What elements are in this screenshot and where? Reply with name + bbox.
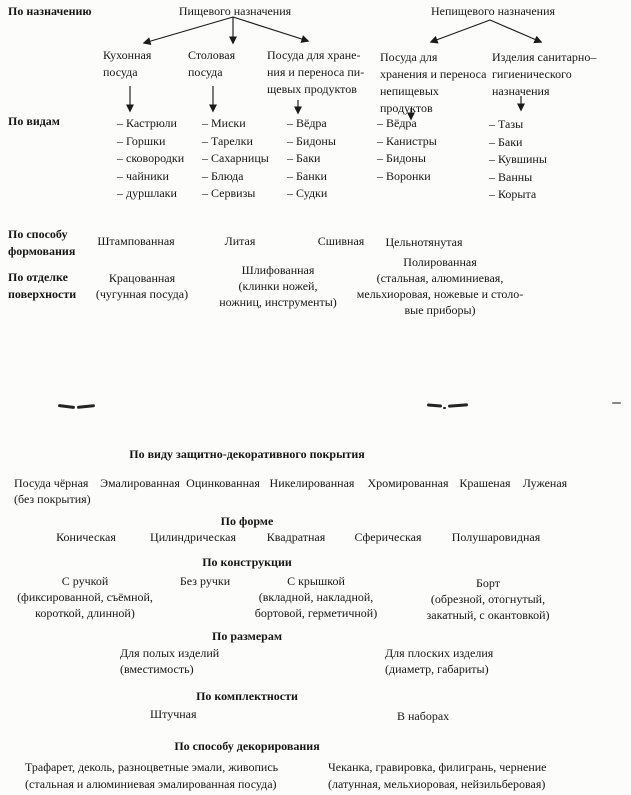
shape-item: Сферическая bbox=[354, 530, 422, 544]
branch-food-heading: Пищевого назначения bbox=[178, 4, 292, 18]
list-item: – Горшки bbox=[117, 133, 166, 148]
forming-item: Литая bbox=[224, 234, 256, 248]
list-item: – Канистры bbox=[377, 133, 437, 148]
list-item: – Тарелки bbox=[202, 133, 253, 148]
list-item: – Вёдра bbox=[377, 116, 417, 130]
construction-item-no-handle: Без ручки bbox=[179, 574, 231, 588]
column-header-nonfood-storage: Посуда для хранения и переноса непищевых продуктов bbox=[380, 50, 487, 115]
construction-item-handle: С ручкой (фиксированной, съёмной, короткой, длинной) bbox=[17, 574, 153, 620]
list-item: – дуршлаки bbox=[117, 186, 177, 200]
list-item: – Баки bbox=[287, 151, 321, 165]
column-header-sanitary: Изделия санитарно– гигиенического назначения bbox=[492, 50, 597, 98]
page-break-mark bbox=[443, 407, 446, 409]
list-table bbox=[202, 115, 269, 203]
finish-item-shlifovannaya: Шлифованная (клинки ножей, ножниц, инструменты) bbox=[219, 263, 337, 309]
list-item: – Ванны bbox=[489, 169, 533, 184]
list-food-storage bbox=[287, 115, 336, 203]
coating-item: Никелированная bbox=[269, 476, 355, 490]
coating-item: Эмалированная bbox=[100, 476, 180, 490]
sizes-item-hollow: Для полых изделий (вместимость) bbox=[120, 646, 220, 676]
sizes-item-flat: Для плоских изделия (диаметр, габариты) bbox=[385, 646, 494, 676]
column-header-table: Столовая посуда bbox=[188, 48, 236, 79]
completeness-item-sets: В наборах bbox=[397, 709, 450, 723]
column-header-kitchen: Кухонная посуда bbox=[103, 48, 152, 79]
list-item: – Бидоны bbox=[287, 133, 336, 148]
list-nonfood-storage bbox=[377, 115, 437, 185]
heading-completeness: По комплектности bbox=[196, 689, 298, 703]
shape-item: Коническая bbox=[56, 530, 116, 544]
forming-item: Штампованная bbox=[97, 234, 175, 248]
list-kitchen bbox=[117, 115, 184, 203]
row-label-types: По видам bbox=[8, 114, 60, 128]
list-item: – Тазы bbox=[489, 117, 524, 131]
coating-item: Оцинкованная bbox=[186, 476, 260, 490]
list-item: – сковородки bbox=[117, 151, 185, 165]
list-item: – Банки bbox=[287, 168, 327, 183]
decoration-item-engraving: Чеканка, гравировка, филигрань, чернение (латунная, мельхиоровая, нейзильберовая) bbox=[328, 760, 547, 791]
arrow-food-right bbox=[233, 17, 308, 41]
decoration-item-enamel: Трафарет, деколь, разноцветные эмали, живопись (стальная и алюминиевая эмалированная посуда) bbox=[25, 760, 279, 791]
list-item: – Судки bbox=[287, 186, 328, 200]
page-break-mark bbox=[427, 403, 442, 407]
heading-sizes: По размерам bbox=[211, 629, 283, 643]
construction-item-rim: Борт (обрезной, отогнутый, закатный, с окантовкой) bbox=[426, 576, 550, 622]
page-break-mark bbox=[448, 403, 468, 407]
forming-item: Цельнотянутая bbox=[385, 235, 463, 249]
arrow-nonfood-right bbox=[490, 20, 541, 42]
list-item: – Сервизы bbox=[202, 186, 256, 200]
shape-item: Полушаровидная bbox=[451, 530, 541, 544]
heading-decoration: По способу декорирования bbox=[174, 739, 320, 753]
list-item: – Блюда bbox=[202, 168, 244, 183]
page-break-mark bbox=[612, 402, 621, 404]
finish-item-polirovannaya: Полированная (стальная, алюминиевая, мельхиоровая, ножевые и столо- вые приборы) bbox=[356, 255, 524, 317]
construction-item-lid: С крышкой (вкладной, накладной, бортовой, герметичной) bbox=[254, 574, 378, 620]
coating-item: Луженая bbox=[522, 476, 568, 490]
row-label-purpose: По назначению bbox=[8, 4, 92, 18]
list-item: – Баки bbox=[489, 134, 523, 149]
list-item: – Миски bbox=[202, 116, 246, 130]
heading-shape: По форме bbox=[220, 514, 274, 528]
heading-coating: По виду защитно-декоративного покрытия bbox=[129, 447, 365, 461]
coating-item: Крашеная bbox=[459, 476, 511, 490]
forming-item: Сшивная bbox=[317, 234, 365, 248]
list-item: – Кастрюли bbox=[117, 116, 177, 130]
coating-item-black: Посуда чёрная (без покрытия) bbox=[14, 476, 91, 506]
shape-item: Цилиндрическая bbox=[150, 530, 236, 544]
shape-item: Квадратная bbox=[266, 530, 326, 544]
page-break-mark bbox=[58, 404, 75, 409]
row-label-finish: По отделке поверхности bbox=[8, 270, 77, 301]
list-item: – Корыта bbox=[489, 187, 537, 201]
list-item: – Бидоны bbox=[377, 151, 426, 165]
row-label-forming: По способу формования bbox=[8, 227, 76, 258]
heading-construction: По конструкции bbox=[202, 555, 292, 569]
finish-item-kracovannaya: Крацованная (чугунная посуда) bbox=[95, 271, 189, 301]
list-sanitary bbox=[489, 116, 547, 204]
list-item: – Кувшины bbox=[489, 152, 547, 166]
coating-item: Хромированная bbox=[367, 476, 449, 490]
arrow-nonfood-left bbox=[431, 20, 490, 42]
column-header-food-storage: Посуда для хране- ния и переноса пи- щевых продуктов bbox=[267, 48, 365, 96]
arrow-food-left bbox=[144, 17, 233, 43]
branch-nonfood-heading: Непищевого назначения bbox=[430, 4, 556, 18]
list-item: – чайники bbox=[117, 168, 169, 183]
list-item: – Сахарницы bbox=[202, 151, 269, 165]
list-item: – Вёдра bbox=[287, 116, 327, 130]
page-break-mark bbox=[77, 404, 95, 409]
list-item: – Воронки bbox=[377, 168, 431, 183]
completeness-item-single: Штучная bbox=[150, 707, 197, 721]
